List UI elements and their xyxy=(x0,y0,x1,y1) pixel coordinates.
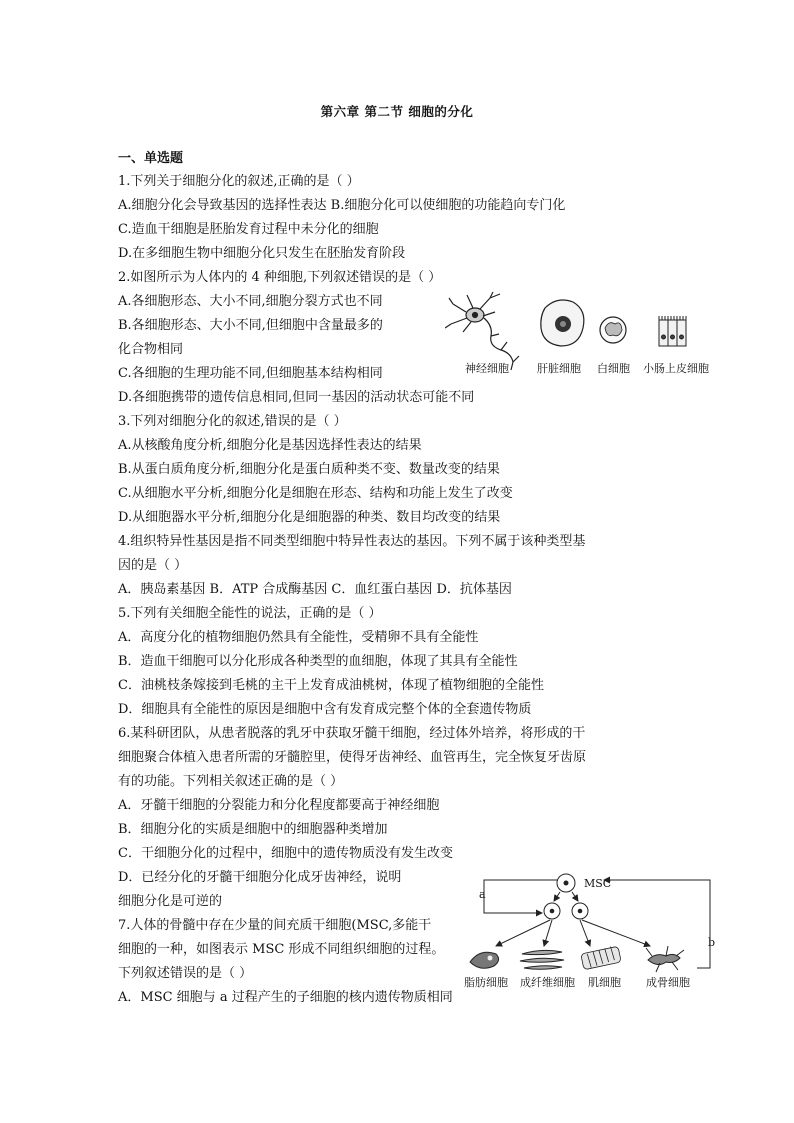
q2-option-b-cont: 化合物相同 xyxy=(118,342,184,357)
q5-option-a: A．高度分化的植物细胞仍然具有全能性，受精卵不具有全能性 xyxy=(118,630,479,645)
page-title: 第六章 第二节 细胞的分化 xyxy=(320,104,474,119)
q1-option-c: C.造血干细胞是胚胎发育过程中未分化的细胞 xyxy=(118,222,379,237)
osteoblast-icon xyxy=(646,946,684,972)
q3-option-d: D.从细胞器水平分析,细胞分化是细胞器的种类、数目均改变的结果 xyxy=(118,510,501,525)
arrow-b-label: b xyxy=(708,936,716,949)
muscle-cell-label: 肌细胞 xyxy=(588,976,621,989)
q7-stem-cont1: 细胞的一种，如图表示 MSC 形成不同组织细胞的过程。 xyxy=(118,942,445,957)
daughter-cell-icon xyxy=(572,903,588,919)
osteoblast-label: 成骨细胞 xyxy=(646,976,690,989)
msc-stem-cell-icon xyxy=(557,874,575,892)
msc-differentiation-figure xyxy=(462,868,720,993)
intestinal-epithelial-cell-icon xyxy=(659,316,686,346)
q7-option-a: A．MSC 细胞与 a 过程产生的子细胞的核内遗传物质相同 xyxy=(118,990,453,1005)
white-blood-cell-icon xyxy=(600,317,626,343)
q2-option-b: B.各细胞形态、大小不同,但细胞中含量最多的 xyxy=(118,318,383,333)
q7-stem-cont2: 下列叙述错误的是（ ） xyxy=(118,966,253,981)
q6-option-b: B．细胞分化的实质是细胞中的细胞器种类增加 xyxy=(118,822,388,837)
nerve-cell-label: 神经细胞 xyxy=(465,362,509,375)
q5-option-c: C．油桃枝条嫁接到毛桃的主干上发育成油桃树，体现了植物细胞的全能性 xyxy=(118,678,544,693)
q4-options: A．胰岛素基因 B．ATP 合成酶基因 C．血红蛋白基因 D．抗体基因 xyxy=(118,582,512,597)
q2-option-d: D.各细胞携带的遗传信息相同,但同一基因的活动状态可能不同 xyxy=(118,390,475,405)
q5-option-d: D．细胞具有全能性的原因是细胞中含有发育成完整个体的全套遗传物质 xyxy=(118,702,532,717)
section-heading: 一、单选题 xyxy=(118,151,184,166)
q2-option-c: C.各细胞的生理功能不同,但细胞基本结构相同 xyxy=(118,366,383,381)
q3-option-a: A.从核酸角度分析,细胞分化是基因选择性表达的结果 xyxy=(118,438,422,453)
q3-option-b: B.从蛋白质角度分析,细胞分化是蛋白质种类不变、数量改变的结果 xyxy=(118,462,500,477)
daughter-cell-icon xyxy=(544,903,560,919)
q5-option-b: B．造血干细胞可以分化形成各种类型的血细胞，体现了其具有全能性 xyxy=(118,654,518,669)
fat-cell-label: 脂肪细胞 xyxy=(464,976,508,989)
muscle-cell-icon xyxy=(581,946,621,970)
q2-option-a: A.各细胞形态、大小不同,细胞分裂方式也不同 xyxy=(118,294,383,309)
q2-stem: 2.如图所示为人体内的 4 种细胞,下列叙述错误的是（ ） xyxy=(118,270,442,285)
fibroblast-label: 成纤维细胞 xyxy=(520,976,575,989)
q3-option-c: C.从细胞水平分析,细胞分化是细胞在形态、结构和功能上发生了改变 xyxy=(118,486,513,501)
q6-option-a: A．牙髓干细胞的分裂能力和分化程度都要高于神经细胞 xyxy=(118,798,440,813)
liver-cell-label: 肝脏细胞 xyxy=(537,362,581,375)
q6-option-d: D．已经分化的牙髓干细胞分化成牙齿神经，说明 xyxy=(118,870,402,885)
msc-label: MSC xyxy=(584,877,612,890)
q6-stem-cont2: 有的功能。下列相关叙述正确的是（ ） xyxy=(118,774,344,789)
fibroblast-icon xyxy=(520,950,564,969)
q6-stem: 6.某科研团队，从患者脱落的乳牙中获取牙髓干细胞，经过体外培养，将形成的干 xyxy=(118,726,586,741)
q1-stem: 1.下列关于细胞分化的叙述,正确的是（ ） xyxy=(118,174,360,189)
arrow-a-label: a xyxy=(479,888,486,901)
q7-stem: 7.人体的骨髓中存在少量的间充质干细胞(MSC,多能干 xyxy=(118,918,432,933)
q3-stem: 3.下列对细胞分化的叙述,错误的是（ ） xyxy=(118,414,347,429)
q1-option-d: D.在多细胞生物中细胞分化只发生在胚胎发育阶段 xyxy=(118,246,406,261)
cell-types-figure xyxy=(445,290,720,378)
q4-stem: 4.组织特异性基因是指不同类型细胞中特异性表达的基因。下列不属于该种类型基 xyxy=(118,534,586,549)
q5-stem: 5.下列有关细胞全能性的说法，正确的是（ ） xyxy=(118,606,382,621)
fat-cell-icon xyxy=(470,952,499,968)
white-blood-cell-label: 白细胞 xyxy=(597,362,630,375)
q1-option-ab: A.细胞分化会导致基因的选择性表达 B.细胞分化可以使细胞的功能趋向专门化 xyxy=(118,198,566,213)
intestinal-epithelial-cell-label: 小肠上皮细胞 xyxy=(643,362,709,375)
q4-stem-cont: 因的是（ ） xyxy=(118,558,188,573)
nerve-cell-icon xyxy=(445,292,519,370)
q6-option-d-cont: 细胞分化是可逆的 xyxy=(118,894,223,909)
liver-cell-icon xyxy=(541,300,584,346)
q6-stem-cont1: 细胞聚合体植入患者所需的牙髓腔里，使得牙齿神经、血管再生，完全恢复牙齿原 xyxy=(118,750,587,765)
q6-option-c: C．干细胞分化的过程中，细胞中的遗传物质没有发生改变 xyxy=(118,846,453,861)
